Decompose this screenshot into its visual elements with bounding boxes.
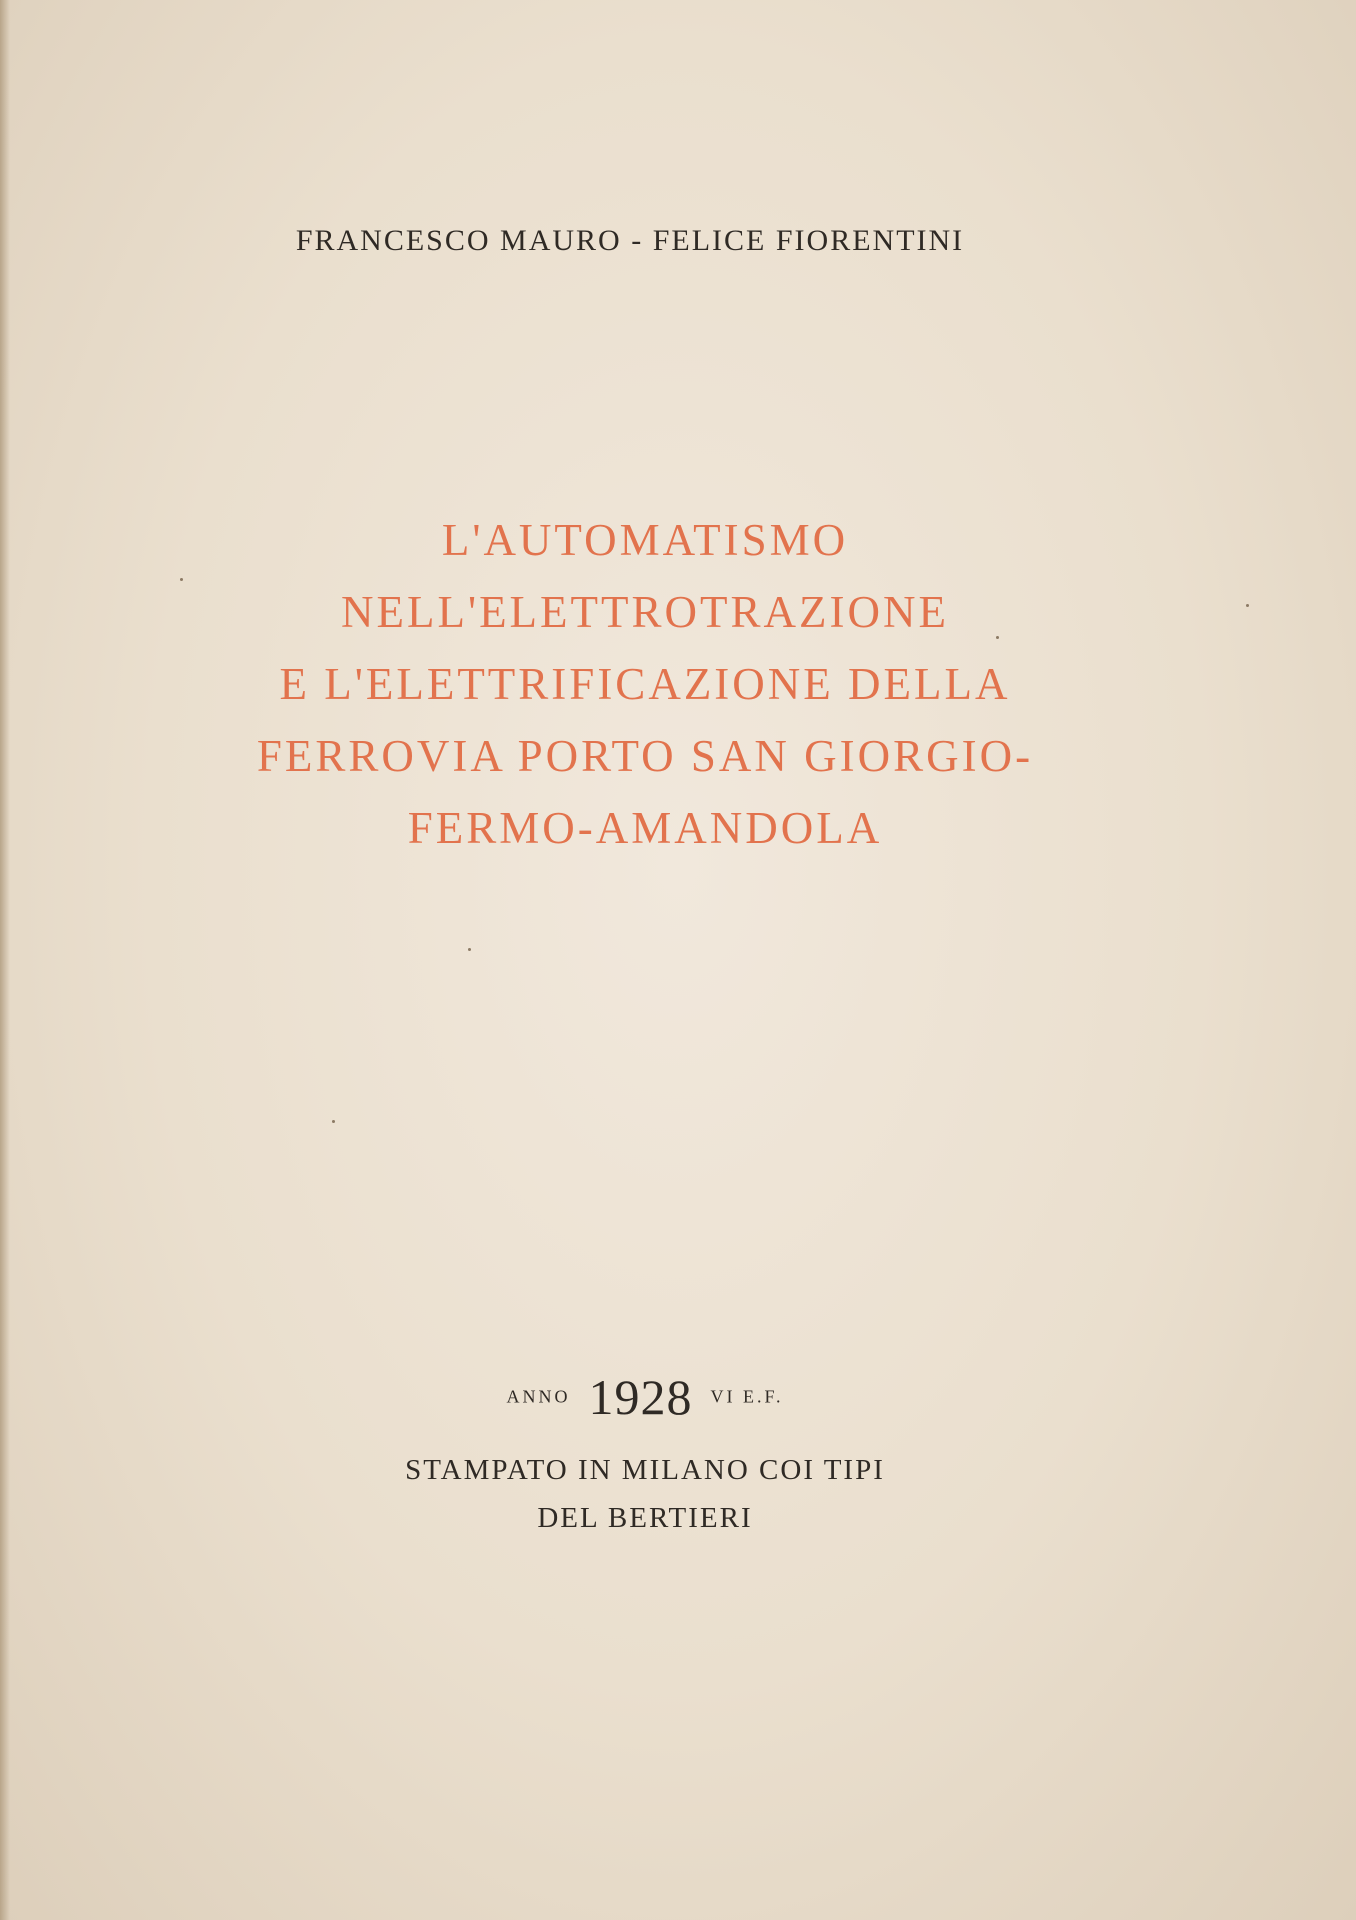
fascist-era-year: VI E.F. [710,1386,784,1407]
title-line: NELL'ELETTROTRAZIONE [341,587,949,637]
page-edge [0,0,10,1920]
paper-speck [332,1120,335,1123]
book-title [0,504,1290,864]
printer-line: STAMPATO IN MILANO COI TIPI [405,1454,885,1486]
title-line: E L'ELETTRIFICAZIONE DELLA [279,659,1011,709]
paper-speck [180,578,183,581]
paper-speck [468,948,471,951]
paper-speck [996,636,999,639]
anno-label: ANNO [506,1386,571,1407]
title-line: L'AUTOMATISMO [441,515,849,565]
printer-imprint [0,1446,1290,1542]
authors: FRANCESCO MAURO - FELICE FIORENTINI [295,224,965,257]
printer-line: DEL BERTIERI [537,1502,753,1534]
paper-speck [1246,604,1249,607]
publication-year-line [0,1368,1290,1426]
publication-year: 1928 [588,1369,693,1425]
title-line: FERMO-AMANDOLA [407,803,883,853]
title-line: FERROVIA PORTO SAN GIORGIO- [256,731,1034,781]
